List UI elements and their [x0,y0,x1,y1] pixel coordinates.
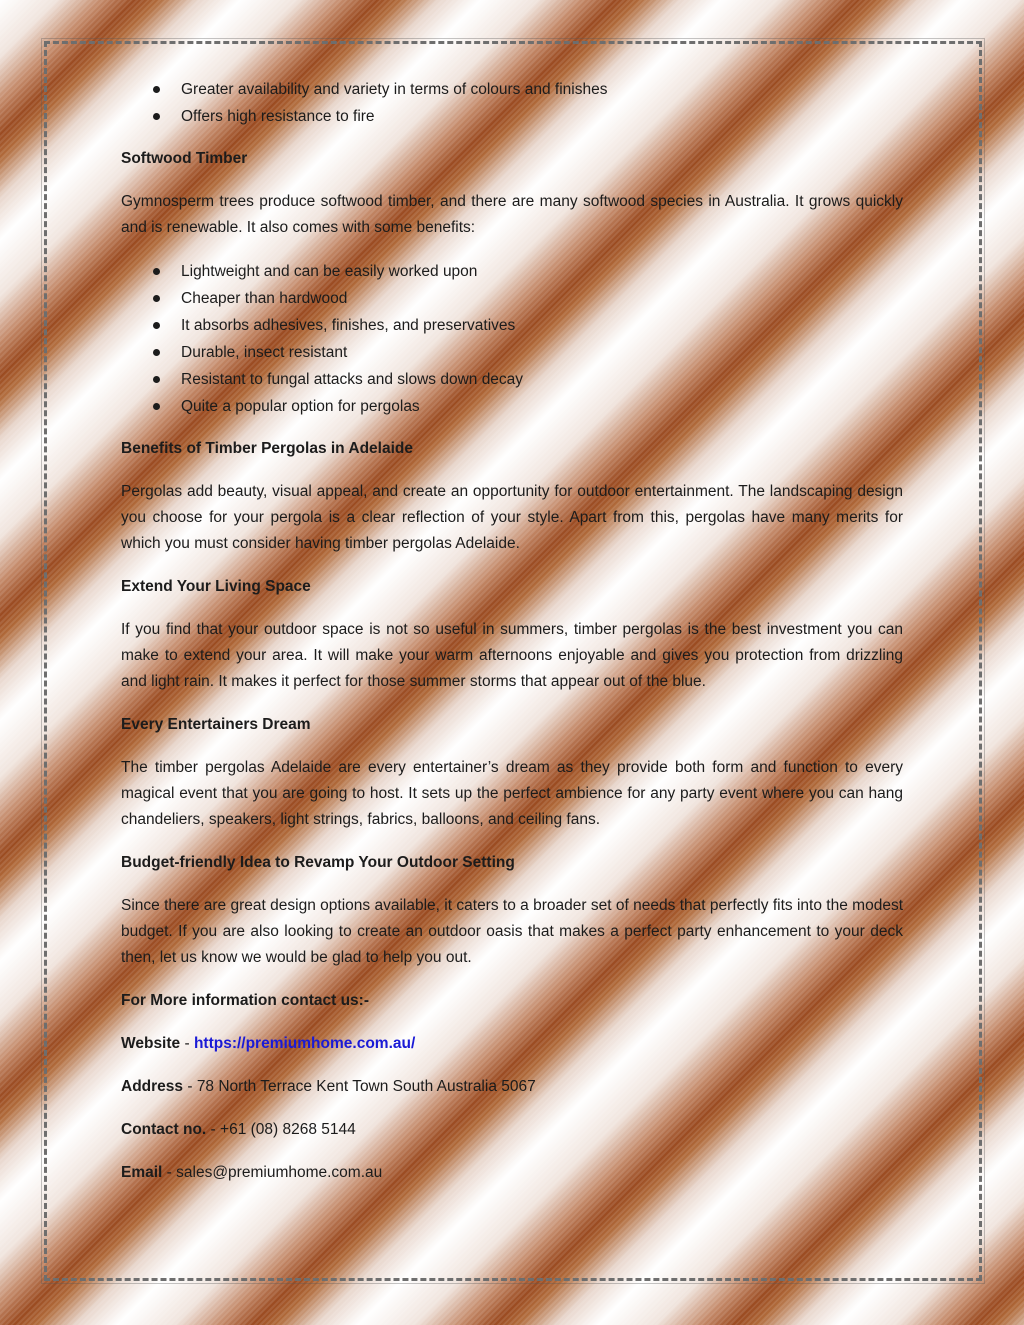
section-paragraph-benefits: Pergolas add beauty, visual appeal, and create an opportunity for outdoor entertainment. The landscaping design you choose for your pergola is a clear reflection of your style. Apart from this, pergolas have many merits for which you must consider having timber pergolas Adelaide. [121,483,903,552]
phone-value: +61 (08) 8268 5144 [220,1121,356,1138]
contact-phone [121,1117,903,1143]
section-heading-extend: Extend Your Living Space [121,578,311,595]
address-separator: - [183,1078,197,1095]
phone-label: Contact no. [121,1121,207,1138]
section-heading-budget: Budget-friendly Idea to Revamp Your Outdoor Setting [121,854,515,871]
website-link[interactable]: https://premiumhome.com.au/ [193,1035,416,1052]
bullet-icon [153,403,160,410]
section-paragraph-entertainers: The timber pergolas Adelaide are every entertainer’s dream as they provide both form and function to every magical event that you are going to host. It sets up the perfect ambience for any party event where you can hang chandeliers, speakers, light strings, fabrics, balloons, and ceiling fans. [121,759,903,828]
website-label: Website [121,1035,181,1052]
section-heading-softwood: Softwood Timber [121,150,248,167]
top-bullet-list [121,76,903,130]
bullet-icon [153,349,160,356]
bullet-icon [153,322,160,329]
bullet-icon [153,86,160,93]
list-item: It absorbs adhesives, finishes, and preservatives [181,312,903,339]
bullet-icon [153,295,160,302]
email-separator: - [162,1164,177,1181]
email-value: sales@premiumhome.com.au [176,1164,383,1181]
contact-heading: For More information contact us:- [121,992,369,1009]
email-label: Email [121,1164,163,1181]
list-item: Lightweight and can be easily worked upon [181,258,903,285]
contact-address [121,1074,903,1100]
list-item: Offers high resistance to fire [181,103,903,130]
list-item: Quite a popular option for pergolas [181,393,903,420]
softwood-bullet-list [121,258,903,420]
section-paragraph-budget: Since there are great design options available, it caters to a broader set of needs that perfectly fits into the modest budget. If you are also looking to create an outdoor oasis that makes a perfect party enhancement to your deck then, let us know we would be glad to help you out. [121,897,903,966]
section-heading-entertainers: Every Entertainers Dream [121,716,311,733]
bullet-icon [153,113,160,120]
bullet-icon [153,268,160,275]
contact-website [121,1031,903,1057]
document-body [121,76,903,1186]
website-separator: - [180,1035,194,1052]
section-paragraph-extend: If you find that your outdoor space is not so useful in summers, timber pergolas is the best investment you can make to extend your area. It will make your warm afternoons enjoyable and gives you protection from drizzling and light rain. It makes it perfect for those summer storms that appear out of the blue. [121,621,903,690]
phone-separator: - [206,1121,221,1138]
section-heading-benefits: Benefits of Timber Pergolas in Adelaide [121,440,413,457]
contact-email [121,1160,903,1186]
list-item: Greater availability and variety in terms of colours and finishes [181,76,903,103]
list-item: Cheaper than hardwood [181,285,903,312]
bullet-icon [153,376,160,383]
address-label: Address [121,1078,184,1095]
list-item: Durable, insect resistant [181,339,903,366]
list-item: Resistant to fungal attacks and slows down decay [181,366,903,393]
section-paragraph-softwood: Gymnosperm trees produce softwood timber, and there are many softwood species in Australia. It grows quickly and is renewable. It also comes with some benefits: [121,193,903,236]
address-value: 78 North Terrace Kent Town South Australia 5067 [196,1078,536,1095]
